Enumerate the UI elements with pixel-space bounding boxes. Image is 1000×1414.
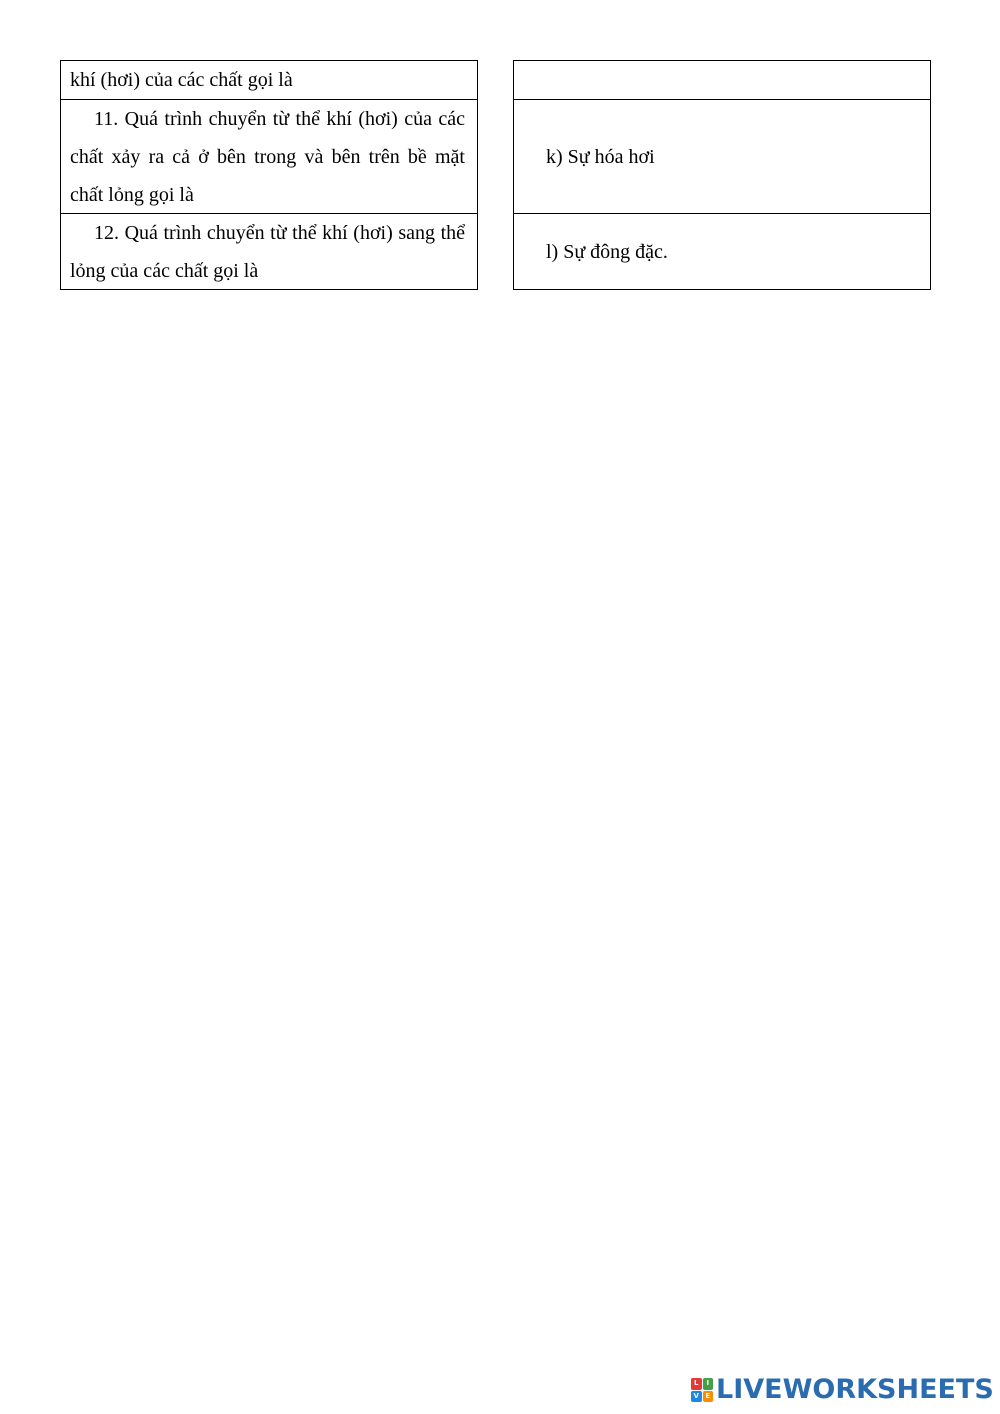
- logo-mark-letter: I: [703, 1378, 714, 1390]
- logo-mark-letter: E: [703, 1391, 714, 1403]
- logo-text: LIVEWORKSHEETS: [716, 1374, 994, 1405]
- questions-column: [60, 60, 478, 290]
- answer-cell-l[interactable]: [513, 213, 931, 290]
- answer-cell-k[interactable]: [513, 99, 931, 214]
- logo-mark-letter: V: [691, 1391, 702, 1403]
- logo-mark-letter: L: [691, 1378, 702, 1390]
- question-text: 11. Quá trình chuyển từ thể khí (hơi) của các chất xảy ra cả ở bên trong và bên trên bề mặt chất lỏng gọi là: [70, 108, 465, 206]
- question-text: khí (hơi) của các chất gọi là: [70, 69, 293, 91]
- question-cell-continued: [60, 60, 478, 100]
- answer-text: l) Sự đông đặc.: [546, 240, 668, 263]
- answer-text: k) Sự hóa hơi: [546, 145, 655, 168]
- question-cell-11: [60, 99, 478, 214]
- liveworksheets-logo: [691, 1374, 994, 1406]
- answer-cell-empty[interactable]: [513, 60, 931, 100]
- question-text: 12. Quá trình chuyển từ thể khí (hơi) sang thể lỏng của các chất gọi là: [70, 222, 465, 282]
- question-cell-12: [60, 213, 478, 290]
- answers-column: [513, 60, 931, 290]
- logo-mark-icon: [691, 1378, 713, 1402]
